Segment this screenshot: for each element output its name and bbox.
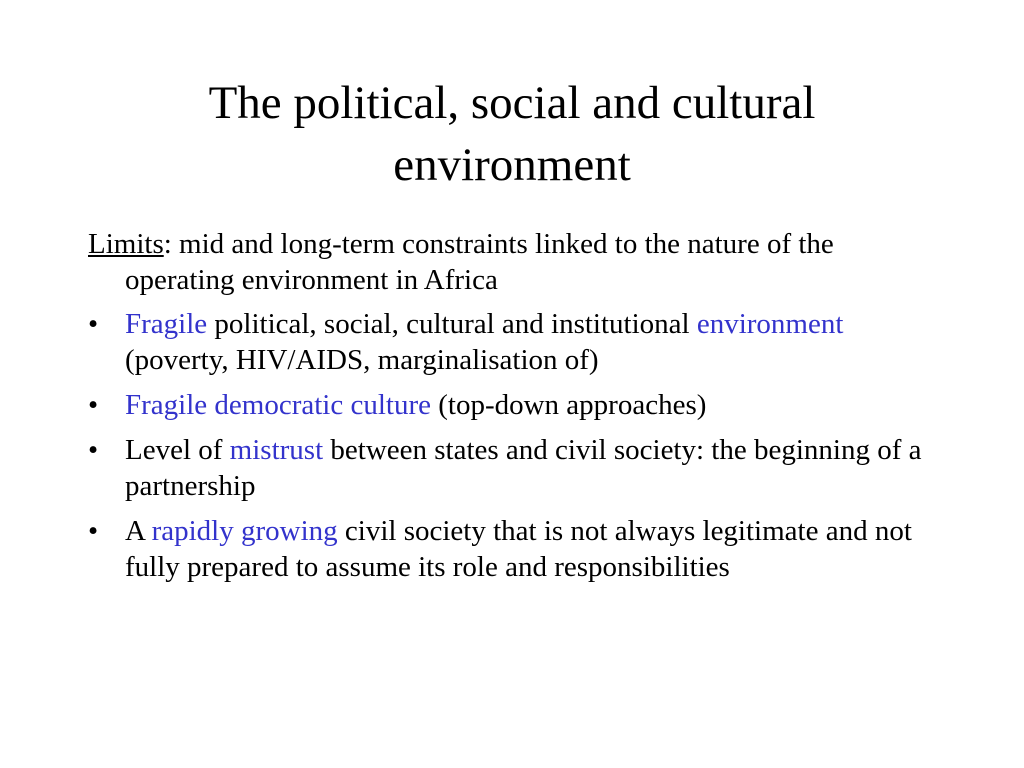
bullet-2-part-2: (top-down approaches) (430, 389, 707, 421)
bullet-icon: • (88, 389, 99, 421)
bullet-3-part-2: mistrust (229, 434, 324, 466)
intro-text: : mid and long-term constraints linked to the nature of the operating environment in Africa (125, 228, 834, 296)
bullet-item (88, 387, 928, 423)
bullet-item (88, 513, 928, 585)
slide-title-line-2: environment (393, 139, 631, 191)
slide-body (88, 226, 928, 594)
slide-title (80, 72, 944, 196)
intro-paragraph (88, 226, 928, 298)
bullet-1-part-2: political, social, cultural and institutional (207, 308, 697, 340)
bullet-3-part-3: between states and civil society: the beginning of a partnership (125, 434, 922, 502)
bullet-4-part-2: rapidly growing (151, 515, 338, 547)
bullet-icon: • (88, 515, 99, 547)
bullet-4-part-1: A (125, 515, 152, 547)
slide-title-line-1: The political, social and cultural (208, 77, 816, 129)
bullet-list (88, 306, 928, 585)
intro-term: Limits (88, 228, 164, 260)
bullet-1-part-3: environment (696, 308, 844, 340)
bullet-3-part-1: Level of (125, 434, 230, 466)
bullet-4-part-3: civil society that is not always legitimate and not fully prepared to assume its role and responsibilities (125, 515, 912, 583)
bullet-item (88, 306, 928, 378)
bullet-1-part-1: Fragile (125, 308, 208, 340)
bullet-1-part-4: (poverty, HIV/AIDS, marginalisation of) (125, 344, 599, 376)
bullet-item (88, 432, 928, 504)
bullet-icon: • (88, 434, 99, 466)
bullet-2-part-1: Fragile democratic culture (125, 389, 431, 421)
bullet-icon: • (88, 308, 99, 340)
